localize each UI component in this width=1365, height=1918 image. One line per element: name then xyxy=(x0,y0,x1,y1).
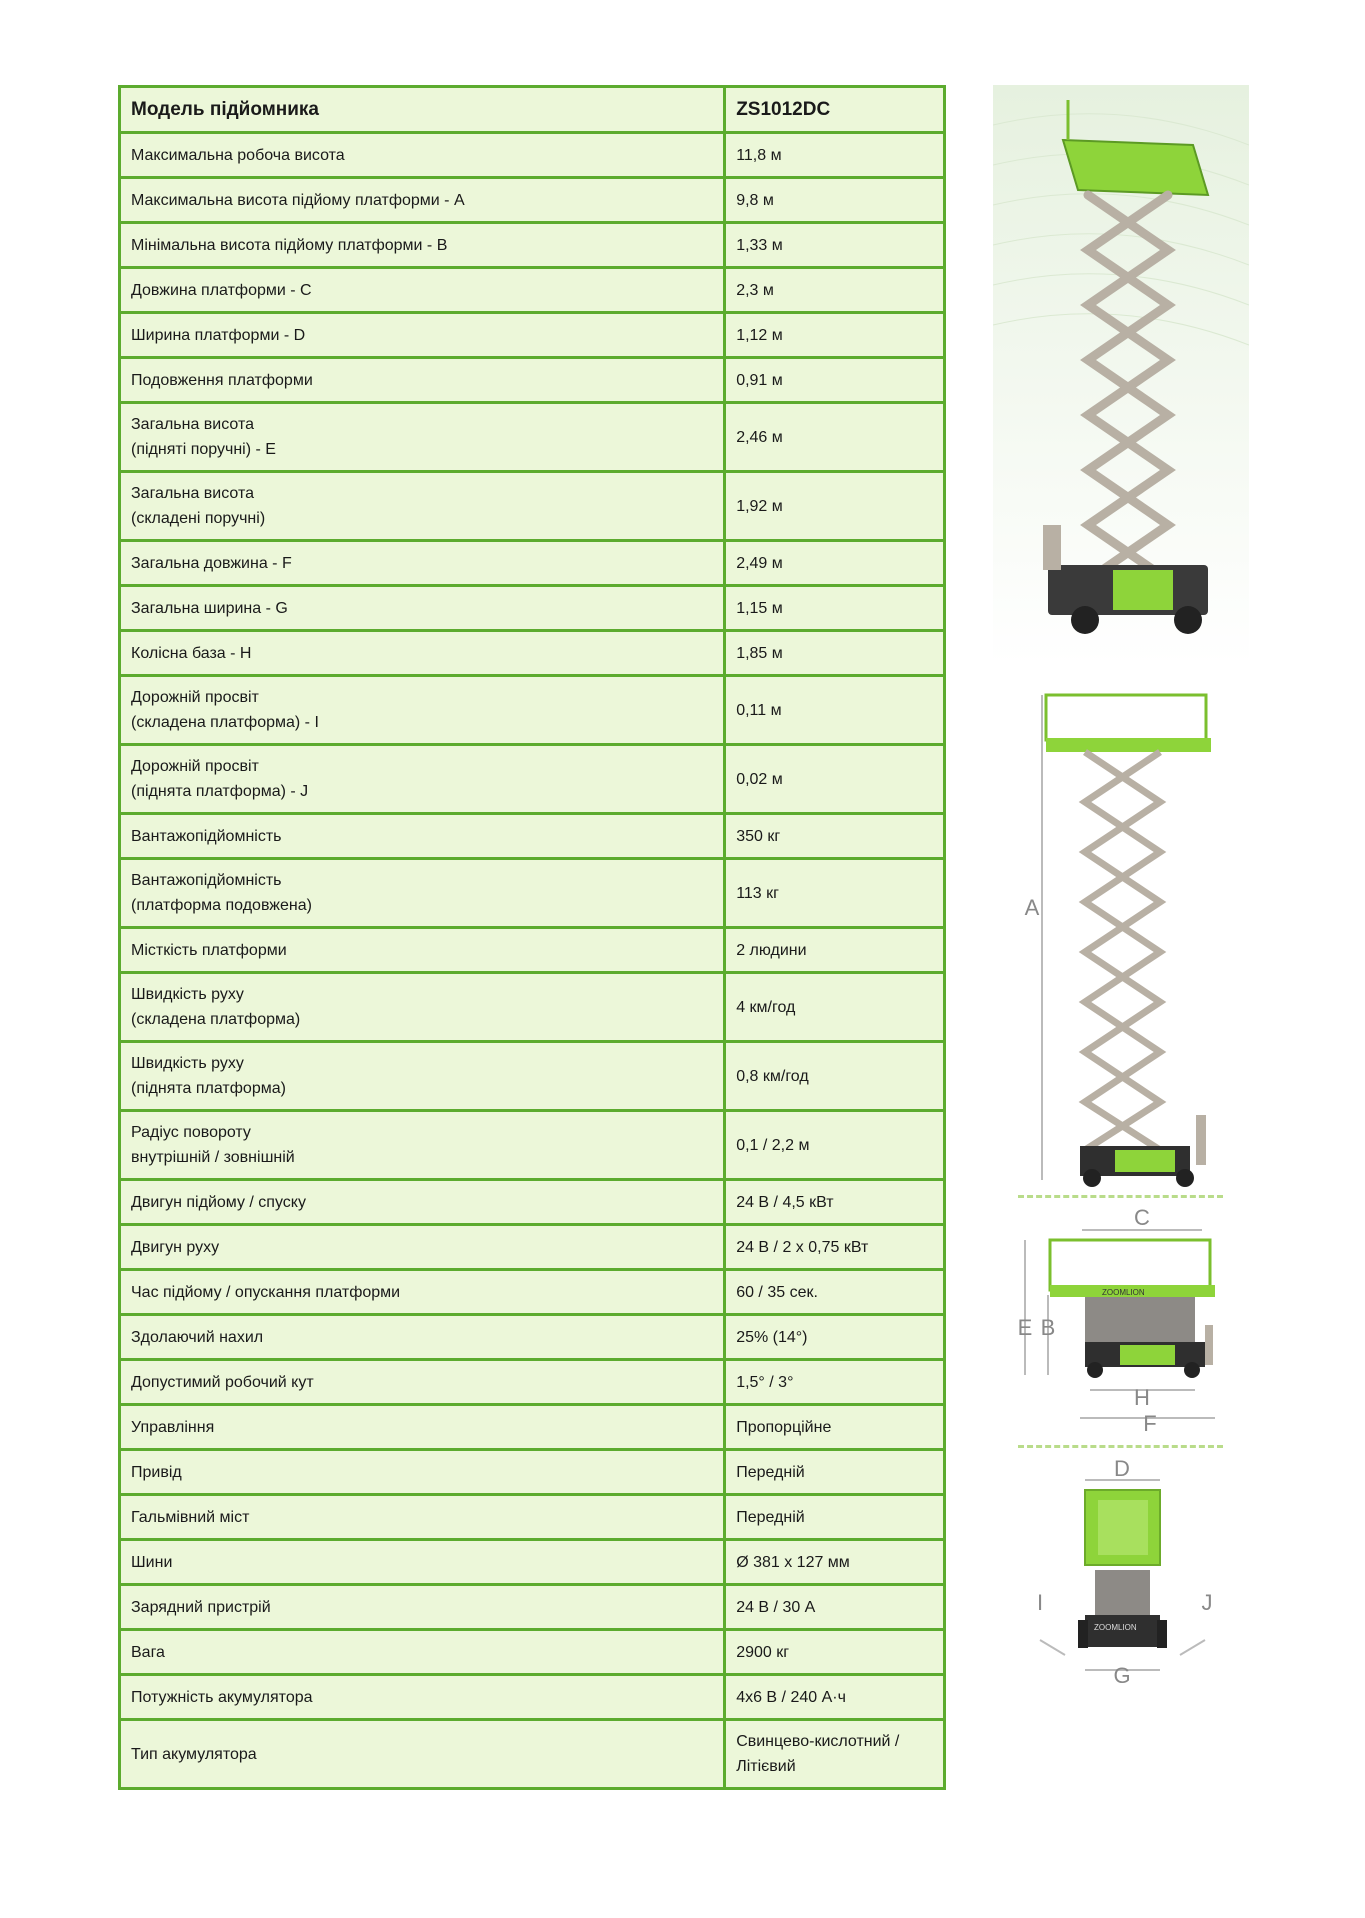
spec-label xyxy=(120,178,725,223)
dim-label-h: H xyxy=(1134,1385,1150,1410)
spec-row xyxy=(120,1540,945,1585)
spec-value-line: 350 кг xyxy=(736,827,781,845)
spec-label xyxy=(120,1630,725,1675)
spec-row xyxy=(120,631,945,676)
spec-label xyxy=(120,1111,725,1180)
spec-label xyxy=(120,676,725,745)
spec-row xyxy=(120,1111,945,1180)
spec-label-line: Дорожній просвіт xyxy=(131,758,259,775)
spec-label xyxy=(120,1540,725,1585)
spec-label-line: (складена платформа) xyxy=(131,1011,301,1028)
spec-value-line: 1,15 м xyxy=(736,599,783,617)
spec-row xyxy=(120,133,945,178)
spec-value xyxy=(725,631,945,676)
spec-value-line: 1,5° / 3° xyxy=(736,1373,794,1391)
dim-label-e: E xyxy=(1017,1315,1033,1340)
spec-label-line: Двигун підйому / спуску xyxy=(131,1193,306,1211)
spec-value-line: 2,46 м xyxy=(736,428,783,446)
spec-value-line: 4x6 В / 240 А·ч xyxy=(736,1688,846,1706)
spec-row xyxy=(120,1630,945,1675)
spec-row xyxy=(120,178,945,223)
spec-label-line: Довжина платформи - C xyxy=(131,281,312,299)
spec-label xyxy=(120,1360,725,1405)
spec-row xyxy=(120,1450,945,1495)
spec-value-line: 0,02 м xyxy=(736,770,783,788)
spec-value xyxy=(725,1180,945,1225)
spec-row xyxy=(120,1270,945,1315)
spec-table-body xyxy=(120,87,945,1789)
spec-label-line: Ширина платформи - D xyxy=(131,326,306,344)
spec-label-line: Подовження платформи xyxy=(131,371,313,389)
spec-label xyxy=(120,1720,725,1789)
spec-label xyxy=(120,586,725,631)
spec-row xyxy=(120,1315,945,1360)
spec-value-line: 24 В / 4,5 кВт xyxy=(736,1193,834,1211)
spec-value-line: 60 / 35 сек. xyxy=(736,1283,818,1301)
spec-label xyxy=(120,1225,725,1270)
spec-label xyxy=(120,1042,725,1111)
spec-row xyxy=(120,814,945,859)
spec-value xyxy=(725,1720,945,1789)
spec-value xyxy=(725,1270,945,1315)
spec-value xyxy=(725,1315,945,1360)
spec-label xyxy=(120,814,725,859)
brand-mark-front: ZOOMLION xyxy=(1094,1623,1137,1632)
spec-row xyxy=(120,859,945,928)
spec-label-line: Загальна висота xyxy=(131,485,255,502)
spec-label-line: Двигун руху xyxy=(131,1238,220,1256)
spec-label-line: Допустимий робочий кут xyxy=(131,1373,314,1391)
spec-label xyxy=(120,472,725,541)
spec-label-line: внутрішній / зовнішній xyxy=(131,1149,295,1166)
spec-row xyxy=(120,403,945,472)
dim-label-i: I xyxy=(1036,1590,1044,1615)
spec-value-line: 24 В / 2 х 0,75 кВт xyxy=(736,1238,869,1256)
spec-value-line: 113 кг xyxy=(736,884,779,902)
spec-label-line: Мінімальна висота підйому платформи - B xyxy=(131,236,448,254)
spec-row xyxy=(120,1360,945,1405)
spec-value-line: Передній xyxy=(736,1463,805,1481)
model-label: Модель підйомника xyxy=(120,87,725,133)
model-value: ZS1012DC xyxy=(725,87,945,133)
spec-row xyxy=(120,1495,945,1540)
spec-row xyxy=(120,586,945,631)
spec-label xyxy=(120,1450,725,1495)
spec-row xyxy=(120,1720,945,1789)
spec-value xyxy=(725,1630,945,1675)
spec-label-line: Шини xyxy=(131,1553,173,1571)
spec-label xyxy=(120,268,725,313)
spec-label xyxy=(120,313,725,358)
spec-label xyxy=(120,631,725,676)
spec-label xyxy=(120,1675,725,1720)
spec-label-line: Дорожній просвіт xyxy=(131,689,259,706)
spec-label xyxy=(120,1315,725,1360)
spec-value-line: 1,92 м xyxy=(736,497,783,515)
spec-value xyxy=(725,268,945,313)
spec-value-line: 2 людини xyxy=(736,941,807,959)
spec-label xyxy=(120,928,725,973)
spec-row xyxy=(120,1675,945,1720)
spec-label xyxy=(120,358,725,403)
spec-label-line: Загальна висота xyxy=(131,416,255,433)
spec-label xyxy=(120,859,725,928)
brand-mark-side: ZOOMLION xyxy=(1102,1288,1145,1297)
spec-value xyxy=(725,1405,945,1450)
spec-value-line: 0,91 м xyxy=(736,371,783,389)
dim-label-d: D xyxy=(1114,1460,1130,1481)
spec-label xyxy=(120,1180,725,1225)
spec-value-line: 0,11 м xyxy=(736,701,782,719)
spec-value xyxy=(725,1540,945,1585)
dim-label-b: B xyxy=(1040,1315,1056,1340)
dim-label-j: J xyxy=(1201,1590,1213,1615)
spec-label-line: (складена платформа) - I xyxy=(131,714,319,731)
spec-value xyxy=(725,859,945,928)
spec-label xyxy=(120,1405,725,1450)
spec-value-line: 0,8 км/год xyxy=(736,1067,809,1085)
spec-value xyxy=(725,541,945,586)
spec-label-line: (піднята платформа) xyxy=(131,1080,286,1097)
dim-label-g: G xyxy=(1113,1663,1131,1688)
spec-value xyxy=(725,745,945,814)
spec-label xyxy=(120,745,725,814)
spec-label-line: Потужність акумулятора xyxy=(131,1688,313,1706)
spec-label-line: Тип акумулятора xyxy=(131,1745,257,1763)
spec-label-line: Місткість платформи xyxy=(131,941,287,959)
spec-label xyxy=(120,1585,725,1630)
spec-label-line: Загальна ширина - G xyxy=(131,599,288,617)
spec-value-line: Літієвий xyxy=(736,1758,796,1775)
product-photo xyxy=(993,85,1249,665)
spec-row xyxy=(120,268,945,313)
drawing-side-view xyxy=(1010,1205,1240,1435)
spec-label-line: (платформа подовжена) xyxy=(131,897,312,914)
spec-value xyxy=(725,472,945,541)
spec-value-line: 1,33 м xyxy=(736,236,783,254)
spec-label xyxy=(120,133,725,178)
spec-value xyxy=(725,1495,945,1540)
spec-label-line: (підняті поручні) - E xyxy=(131,441,276,458)
spec-value xyxy=(725,223,945,268)
spec-value-line: 1,85 м xyxy=(736,644,783,662)
spec-label-line: Вага xyxy=(131,1643,165,1661)
spec-label-line: (піднята платформа) - J xyxy=(131,783,309,800)
spec-value xyxy=(725,814,945,859)
spec-row xyxy=(120,928,945,973)
spec-label xyxy=(120,223,725,268)
spec-value xyxy=(725,1585,945,1630)
spec-value-line: 1,12 м xyxy=(736,326,783,344)
dim-label-a: A xyxy=(1024,895,1040,920)
spec-label xyxy=(120,973,725,1042)
spec-value xyxy=(725,1675,945,1720)
drawing-height-a xyxy=(1010,690,1240,1190)
drawing-front-view xyxy=(1010,1460,1240,1695)
spec-label-line: Гальмівний міст xyxy=(131,1508,250,1526)
spec-row xyxy=(120,1180,945,1225)
spec-label-line: (складені поручні) xyxy=(131,510,266,527)
spec-value xyxy=(725,1450,945,1495)
drawing-separator xyxy=(1018,1195,1223,1198)
spec-value xyxy=(725,133,945,178)
spec-value-line: 9,8 м xyxy=(736,191,774,209)
spec-value-line: 2,3 м xyxy=(736,281,774,299)
spec-label-line: Здолаючий нахил xyxy=(131,1328,264,1346)
spec-label-line: Швидкість руху xyxy=(131,986,244,1003)
spec-label-line: Швидкість руху xyxy=(131,1055,244,1072)
spec-row xyxy=(120,1225,945,1270)
spec-value-line: 4 км/год xyxy=(736,998,796,1016)
spec-label-line: Загальна довжина - F xyxy=(131,554,292,572)
spec-label-line: Колісна база - H xyxy=(131,644,252,662)
drawing-separator xyxy=(1018,1445,1223,1448)
spec-value-line: 2,49 м xyxy=(736,554,783,572)
spec-value-line: 0,1 / 2,2 м xyxy=(736,1136,810,1154)
spec-label-line: Привід xyxy=(131,1463,182,1481)
spec-value xyxy=(725,1225,945,1270)
spec-value-line: 24 В / 30 А xyxy=(736,1598,816,1616)
spec-value-line: 2900 кг xyxy=(736,1643,790,1661)
spec-value xyxy=(725,178,945,223)
spec-value-line: Ø 381 х 127 мм xyxy=(736,1553,850,1571)
spec-value-line: 11,8 м xyxy=(736,146,782,164)
dim-label-c: C xyxy=(1134,1205,1150,1230)
spec-value xyxy=(725,313,945,358)
spec-row xyxy=(120,358,945,403)
spec-label-line: Зарядний пристрій xyxy=(131,1598,271,1616)
spec-row xyxy=(120,541,945,586)
spec-label-line: Вантажопідйомність xyxy=(131,827,282,845)
spec-row xyxy=(120,745,945,814)
spec-value xyxy=(725,586,945,631)
spec-value xyxy=(725,1042,945,1111)
spec-value xyxy=(725,928,945,973)
spec-label xyxy=(120,541,725,586)
spec-value xyxy=(725,1360,945,1405)
spec-label xyxy=(120,1495,725,1540)
spec-label-line: Вантажопідйомність xyxy=(131,872,282,889)
spec-value-line: Свинцево-кислотний / xyxy=(736,1733,900,1750)
spec-value-line: Передній xyxy=(736,1508,805,1526)
spec-label-line: Максимальна висота підйому платформи - A xyxy=(131,191,465,209)
spec-value-line: Пропорційне xyxy=(736,1418,832,1436)
spec-value xyxy=(725,403,945,472)
spec-row xyxy=(120,973,945,1042)
spec-label-line: Управління xyxy=(131,1418,215,1436)
spec-value xyxy=(725,358,945,403)
spec-row xyxy=(120,676,945,745)
spec-label-line: Час підйому / опускання платформи xyxy=(131,1283,401,1301)
dim-label-f: F xyxy=(1143,1411,1157,1435)
spec-label-line: Радіус повороту xyxy=(131,1124,251,1141)
spec-label xyxy=(120,1270,725,1315)
spec-value xyxy=(725,973,945,1042)
spec-label-line: Максимальна робоча висота xyxy=(131,146,345,164)
spec-label xyxy=(120,403,725,472)
spec-row xyxy=(120,313,945,358)
spec-row xyxy=(120,1405,945,1450)
spec-header-row xyxy=(120,87,945,133)
spec-table xyxy=(118,85,946,1790)
spec-row xyxy=(120,472,945,541)
spec-row xyxy=(120,223,945,268)
spec-value xyxy=(725,1111,945,1180)
spec-row xyxy=(120,1585,945,1630)
spec-row xyxy=(120,1042,945,1111)
spec-value xyxy=(725,676,945,745)
spec-value-line: 25% (14°) xyxy=(736,1328,808,1346)
